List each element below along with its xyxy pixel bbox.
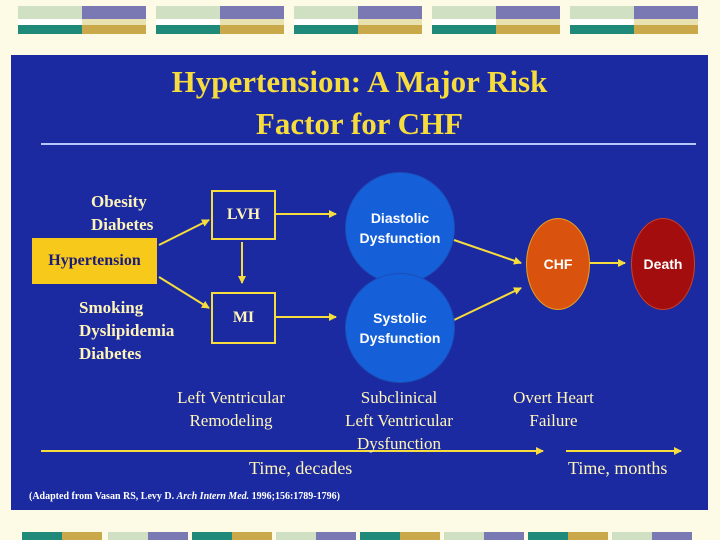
- mi-box: MI: [211, 292, 276, 344]
- top-decoration: [0, 6, 720, 34]
- title-line-1: Hypertension: A Major Risk: [171, 64, 548, 99]
- citation-journal: Arch Intern Med.: [176, 491, 250, 502]
- risk-diabetes: Diabetes: [91, 215, 154, 234]
- time-months-label: Time, months: [568, 458, 668, 478]
- risk-dyslipidemia: Dyslipidemia: [79, 321, 175, 340]
- stage-subclinical-line-2: Left Ventricular: [345, 411, 453, 430]
- top-tile: [156, 6, 284, 34]
- hypertension-box: Hypertension: [32, 238, 157, 284]
- stage-subclinical-line-1: Subclinical: [360, 388, 438, 407]
- bottom-decoration: [0, 532, 720, 540]
- top-tile: [432, 6, 560, 34]
- slide: [11, 55, 708, 510]
- arrow-systolic-to-chf: [454, 288, 521, 320]
- death-circle: Death: [631, 218, 695, 310]
- lvh-box: LVH: [211, 190, 276, 240]
- stage-subclinical: [334, 386, 464, 455]
- stage-subclinical-line-3: Dysfunction: [356, 434, 442, 453]
- source-citation: [29, 491, 340, 502]
- stage-overt: [501, 386, 606, 432]
- top-tile: [18, 6, 146, 34]
- top-tile: [294, 6, 422, 34]
- title-line-2: Factor for CHF: [255, 106, 464, 141]
- arrow-hyp-to-lvh: [159, 220, 209, 245]
- stage-remodeling-line-1: Left Ventricular: [177, 388, 285, 407]
- stage-overt-line-1: Overt Heart: [513, 388, 594, 407]
- diastolic-dysfunction-circle: Diastolic Dysfunction: [345, 172, 455, 284]
- risk-diabetes-2: Diabetes: [79, 344, 142, 363]
- risk-factors-bottom: [79, 296, 174, 365]
- risk-smoking: Smoking: [79, 298, 144, 317]
- arrow-diastolic-to-chf: [454, 240, 521, 263]
- stage-overt-line-2: Failure: [529, 411, 578, 430]
- chf-circle: CHF: [526, 218, 590, 310]
- stage-remodeling-line-2: Remodeling: [189, 411, 273, 430]
- risk-factors-top: [91, 190, 153, 236]
- top-tile: [570, 6, 698, 34]
- systolic-dysfunction-circle: Systolic Dysfunction: [345, 273, 455, 383]
- risk-obesity: Obesity: [91, 192, 147, 211]
- time-decades-label: Time, decades: [249, 458, 353, 478]
- citation-suffix: 1996;156:1789-1796): [249, 491, 340, 502]
- citation-prefix: (Adapted from Vasan RS, Levy D.: [29, 491, 177, 502]
- stage-remodeling: [171, 386, 291, 432]
